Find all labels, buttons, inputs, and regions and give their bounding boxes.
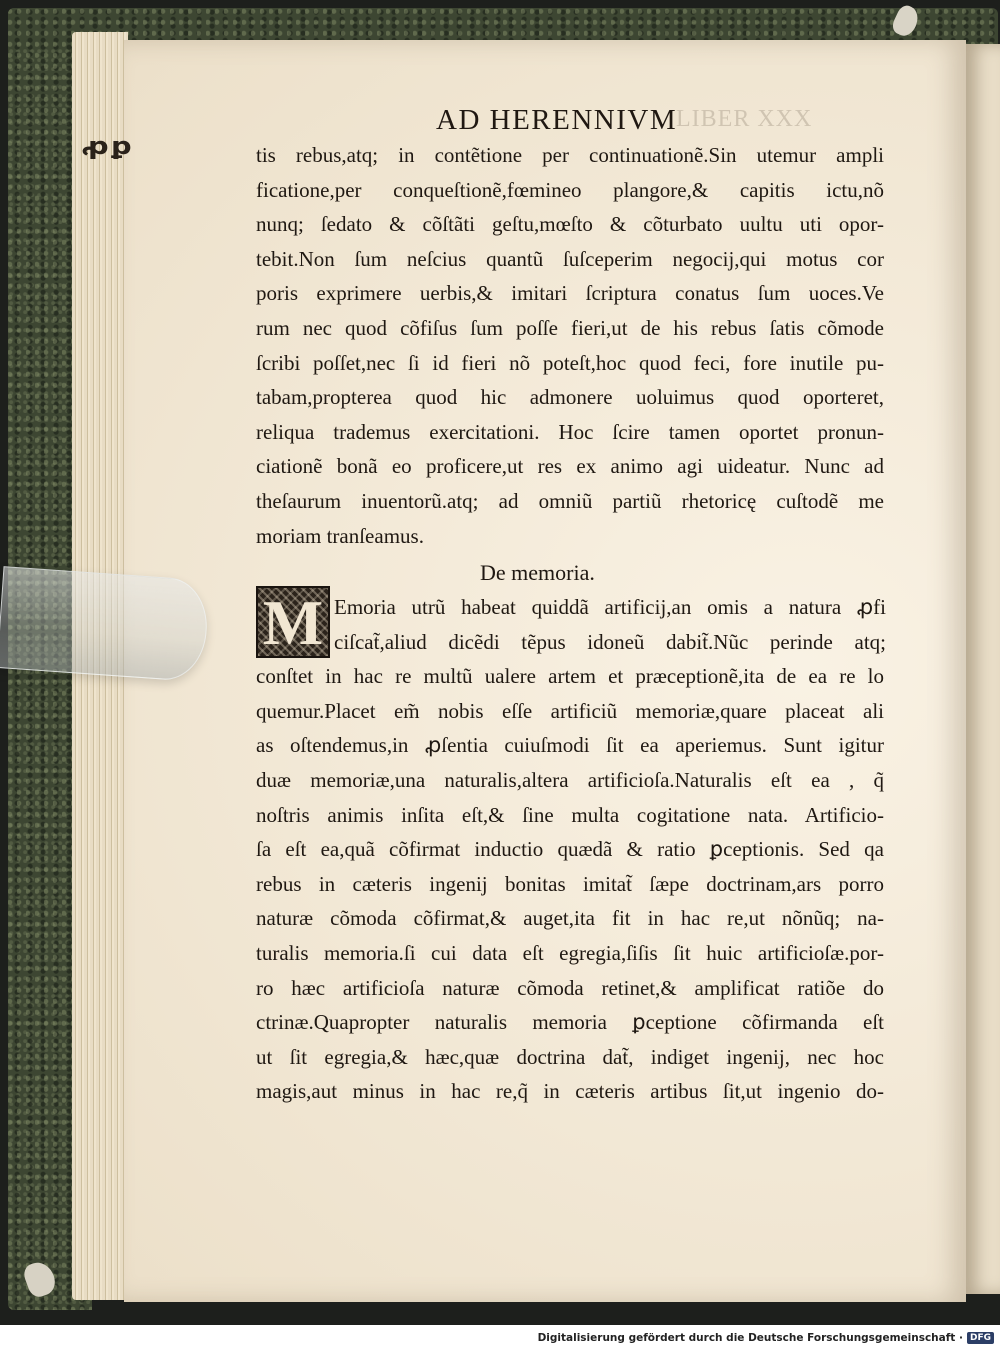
- text-line: ficatione,per conqueſtionẽ,fœmineo plangore,& capitis ictu,nõ: [256, 177, 884, 202]
- opposite-page: [964, 44, 1000, 1294]
- footer-credit: [538, 1330, 994, 1346]
- plastic-bookmark: [0, 566, 210, 682]
- text-line: ſcribi poſſet,nec ſi id fieri nõ poteſt,hoc quod feci, fore inutile pu-: [256, 350, 884, 375]
- text-line: nunq; ſedato & cõſtãti geſtu,mœſto & cõturbato uultu uti opor-: [256, 212, 884, 237]
- text-line: duæ memoriæ,una naturalis,altera artificioſa.Naturalis eſt ea , q̃: [256, 767, 884, 792]
- text-line: rebus in cæteris ingenij bonitas imitat̃ ſæpe doctrinam,ars porro: [256, 871, 884, 896]
- paragraph-2: [256, 587, 896, 1109]
- text-line: ctrinæ.Quapropter naturalis memoria ꝑceptione cõfirmanda eſt: [256, 1010, 884, 1035]
- text-line: naturæ cõmoda cõfirmat,& auget,ita fit in hac re,ut nõnũq; na-: [256, 906, 884, 931]
- margin-ink-mark: ꝓꝑ: [81, 132, 135, 160]
- text-line: theſaurum inuentorũ.atq; ad omniũ partiũ rhetoricę cuſtodẽ me: [256, 488, 884, 513]
- text-line: turalis memoria.ſi cui data eſt egregia,ſiſis ſit huic artificioſæ.por-: [256, 940, 884, 965]
- text-line: tebit.Non ſum neſcius quantũ ſuſceperim negocij,qui motus cor: [256, 246, 884, 271]
- section-heading: De memoria.: [480, 560, 595, 585]
- text-line: poris exprimere uerbis,& imitari ſcriptura conatus ſum uoces.Ve: [256, 281, 884, 306]
- paragraph-1: [256, 138, 896, 553]
- text-line: ſa eſt ea,quã cõfirmat inductio quædã & ratio ꝑceptionis. Sed qa: [256, 837, 884, 862]
- bleed-through-head: LIBER XXX: [676, 106, 813, 132]
- text-line: tis rebus,atq; in contẽtione per continuationẽ.Sin utemur ampli: [256, 143, 884, 167]
- text-line: quemur.Placet em̃ nobis eſſe artificiũ memoriæ,quare placeat ali: [256, 698, 884, 723]
- text-line: Emoria utrũ habeat quiddã artificij,an omis a natura ꝓfi: [334, 595, 886, 619]
- initial-letter: M: [262, 587, 324, 658]
- text-line: ro hæc artificioſa naturæ cõmoda retinet,& amplificat ratiõe do: [256, 975, 884, 1000]
- text-line: as oſtendemus,in ꝓſentia cuiuſmodi ſit ea aperiemus. Sunt igitur: [256, 733, 884, 758]
- text-line: magis,aut minus in hac re,q̃ in cæteris artibus ſit,ut ingenio do-: [256, 1079, 884, 1104]
- text-line: ciſcat̃,aliud dicẽdi tẽpus idoneũ dabit̃.Nũc perinde atq;: [334, 629, 886, 654]
- text-line: tabam,propterea quod hic admonere uoluimus quod oporteret,: [256, 385, 884, 410]
- text-line: reliqua trademus exercitationi. Hoc ſcire tamen oportet pronun-: [256, 419, 884, 444]
- text-line: moriam tranſeamus.: [256, 523, 424, 548]
- text-line: conſtet in hac re multũ ualere artem et præceptionẽ,ita de ea re lo: [256, 664, 884, 689]
- dfg-logo-icon: DFG: [967, 1332, 994, 1344]
- running-head: AD HERENNIVM: [436, 104, 678, 136]
- footer-text: Digitalisierung gefördert durch die Deutsche Forschungsgemeinschaft ·: [537, 1332, 963, 1344]
- text-line: rum nec quod cõfiſus ſum poſſe fieri,ut de his rebus ſatis cõmode: [256, 315, 884, 340]
- text-line: ut ſit egregia,& hæc,quæ doctrina dat̃, indiget ingenij, nec hoc: [256, 1044, 884, 1069]
- text-line: ciationẽ bonã eo proficere,ut res ex animo agi uideatur. Nunc ad: [256, 454, 884, 479]
- text-line: noſtris animis inſita eſt,& ſine multa cogitatione nata. Artificio-: [256, 802, 884, 827]
